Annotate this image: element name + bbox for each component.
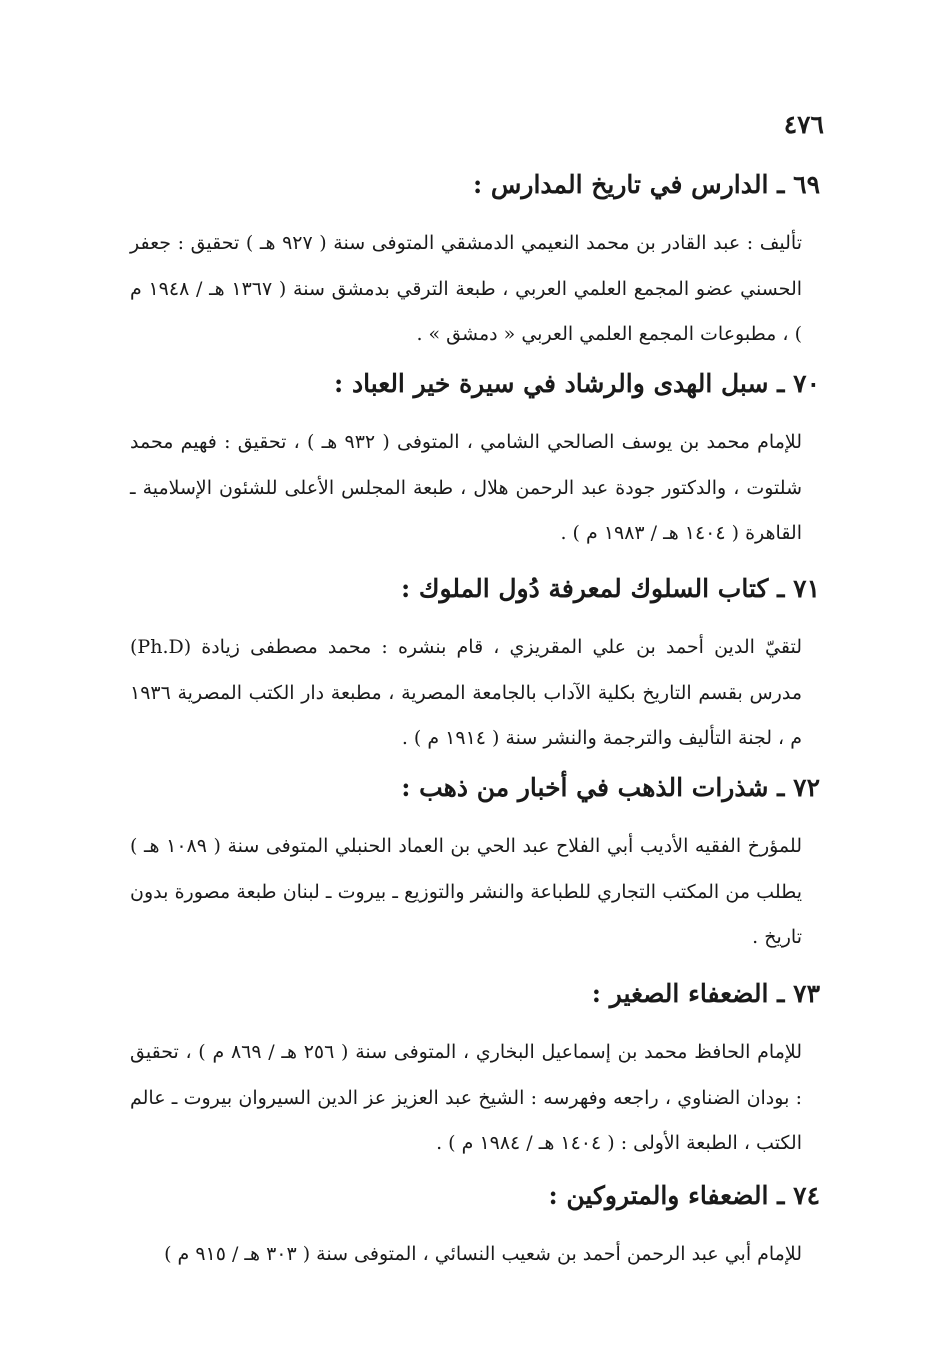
bibliography-entry-73 [130,976,820,1167]
bibliography-entry-70 [130,366,820,557]
entry-body: للمؤرخ الفقيه الأديب أبي الفلاح عبد الحي بن العماد الحنبلي المتوفى سنة ( ١٠٨٩ هـ ) يطلب من المكتب التجاري للطباعة والنشر والتوزيع ـ بيروت ـ لبنان طبعة مصورة بدون تاريخ . [130,835,802,948]
bibliography-entry-74 [130,1178,820,1278]
bibliography-entry-69 [130,167,820,358]
entry-body: للإمام محمد بن يوسف الصالحي الشامي ، المتوفى ( ٩٣٢ هـ ) ، تحقيق : فهيم محمد شلتوت ، والدكتور جودة عبد الرحمن هلال ، طبعة المجلس الأعلى للشئون الإسلامية ـ القاهرة ( ١٤٠٤ هـ / ١٩٨٣ م ) . [130,431,802,544]
bibliography-entry-72 [130,770,820,961]
entry-body: تأليف : عبد القادر بن محمد النعيمي الدمشقي المتوفى سنة ( ٩٢٧ هـ ) تحقيق : جعفر الحسني عضو المجمع العلمي العربي ، طبعة الترقي بدمشق سنة ( ١٣٦٧ هـ / ١٩٤٨ م ) ، مطبوعات المجمع العلمي العربي « دمشق » . [130,232,803,345]
bibliography-entry-71 [130,571,820,762]
entry-title: ٦٩ ـ الدارس في تاريخ المدارس : [472,170,820,199]
entry-title: ٧٣ ـ الضعفاء الصغير : [591,979,820,1008]
entry-title: ٧٤ ـ الضعفاء والمتروكين : [548,1181,820,1210]
entry-title: ٧١ ـ كتاب السلوك لمعرفة دُول الملوك : [400,574,820,603]
entry-body: لتقيّ الدين أحمد بن علي المقريزي ، قام بنشره : محمد مصطفى زيادة (Ph.D) مدرس بقسم التاريخ بكلية الآداب بالجامعة المصرية ، مطبعة دار الكتب المصرية ١٩٣٦ م ، لجنة التأليف والترجمة والنشر سنة ( ١٩١٤ م ) . [130,636,802,749]
entry-title: ٧٠ ـ سبل الهدى والرشاد في سيرة خير العباد : [334,369,820,398]
page-number: ٤٧٦ [783,110,824,139]
entry-title: ٧٢ ـ شذرات الذهب في أخبار من ذهب : [401,773,820,802]
entry-body: للإمام أبي عبد الرحمن أحمد بن شعيب النسائي ، المتوفى سنة ( ٣٠٣ هـ / ٩١٥ م ) [164,1243,802,1265]
entry-body: للإمام الحافظ محمد بن إسماعيل البخاري ، المتوفى سنة ( ٢٥٦ هـ / ٨٦٩ م ) ، تحقيق : بودان الضناوي ، راجعه وفهرسه : الشيخ عبد العزيز عز الدين السيروان بيروت ـ عالم الكتب ، الطبعة الأولى : ( ١٤٠٤ هـ / ١٩٨٤ م ) . [130,1041,803,1154]
